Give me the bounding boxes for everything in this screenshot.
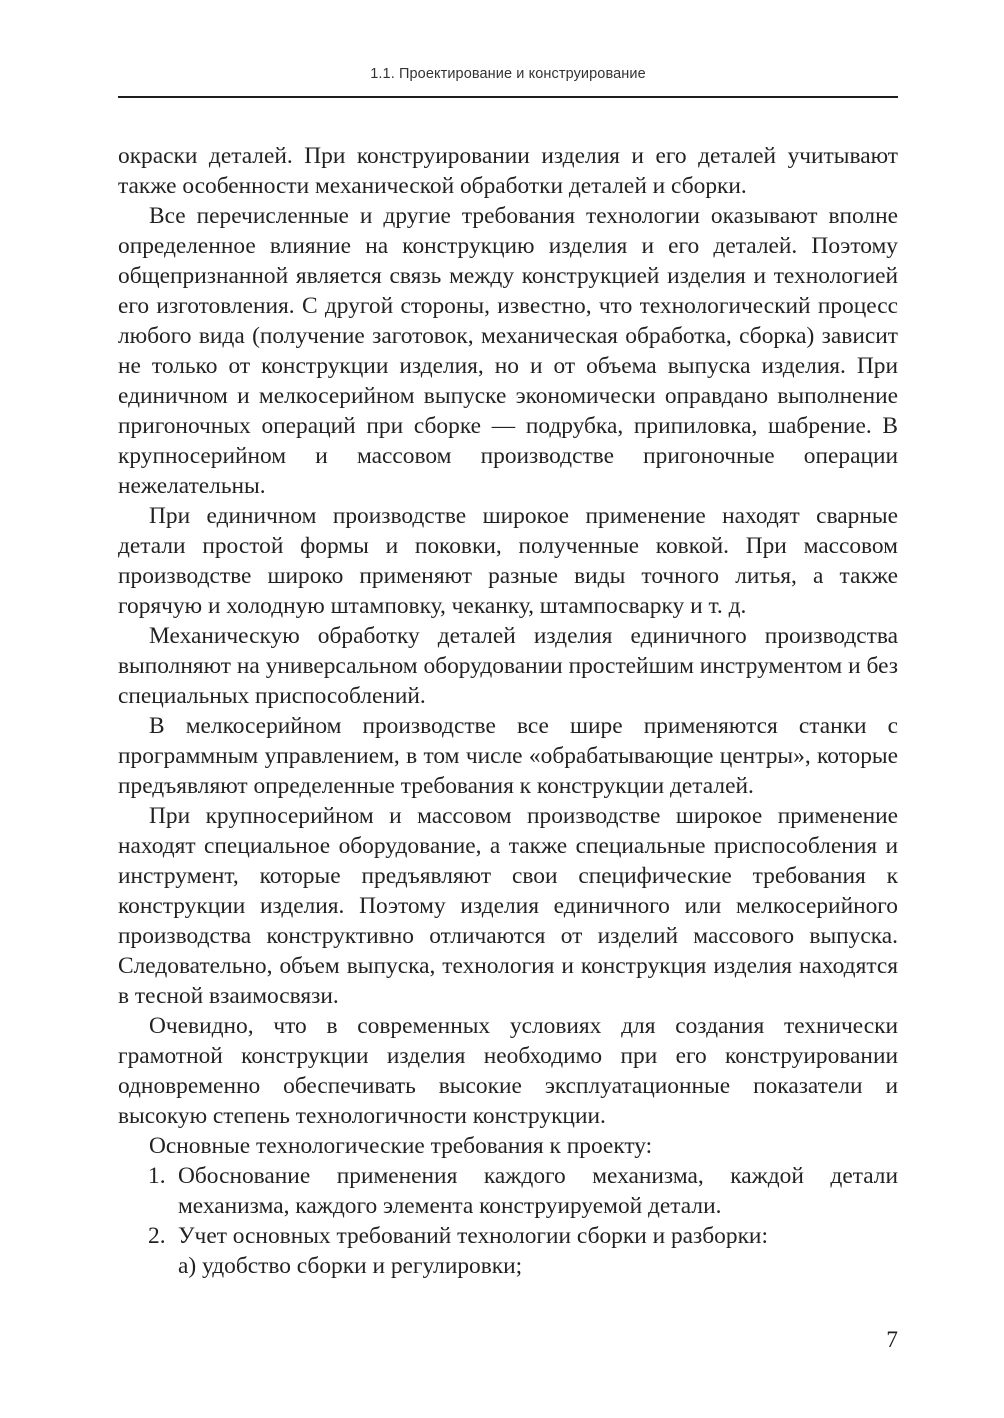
running-header: 1.1. Проектирование и конструирование bbox=[370, 66, 646, 82]
list-intro: Основные технологические требования к проекту: bbox=[149, 1133, 653, 1159]
page-number: 7 bbox=[886, 1327, 898, 1353]
paragraph: Все перечисленные и другие требования технологии оказывают вполне определенное влияние на конструкцию изделия и его деталей. Поэтому общепризнанной является связь между конструкцией изделия и технологией его изготовления. С другой стороны, известно, что технологический процесс любого вида (получение заготовок, механическая обработка, сборка) зависит не только от конструкции изделия, но и от объема выпуска изделия. При единичном и мелкосерийном выпуске экономически оправдано выполнение пригоночных операций при сборке — подрубка, припиловка, шабрение. В крупносерийном и массовом производстве пригоночные операции нежелательны. bbox=[118, 203, 898, 499]
list-item bbox=[118, 1161, 898, 1221]
requirements-list bbox=[118, 1161, 898, 1281]
paragraph: При единичном производстве широкое применение находят сварные детали простой формы и поковки, полученные ковкой. При массовом производстве широко применяют разные виды точного литья, а также горячую и холодную штамповку, чеканку, штампосварку и т. д. bbox=[118, 503, 898, 619]
list-item-text: Обоснование применения каждого механизма, каждой детали механизма, каждого элемента конструируемой детали. bbox=[178, 1163, 898, 1219]
list-item bbox=[118, 1221, 898, 1251]
paragraph: Механическую обработку деталей изделия единичного производства выполняют на универсальном оборудовании простейшим инструментом и без специальных приспособлений. bbox=[118, 623, 898, 709]
header-rule bbox=[118, 96, 898, 98]
paragraph: При крупносерийном и массовом производстве широкое применение находят специальное оборудование, а также специальные приспособления и инструмент, которые предъявляют свои специфические требования к конструкции изделия. Поэтому изделия единичного или мелкосерийного производства конструктивно отличаются от изделий массового выпуска. Следовательно, объем выпуска, технология и конструкция изделия находятся в тесной взаимосвязи. bbox=[118, 803, 898, 1009]
body-text bbox=[118, 141, 898, 1281]
paragraph: В мелкосерийном производстве все шире применяются станки с программным управлением, в том числе «обрабатывающие центры», которые предъявляют определенные требования к конструкции деталей. bbox=[118, 713, 898, 799]
list-item-number: 1. bbox=[148, 1163, 166, 1189]
list-item-number: 2. bbox=[148, 1223, 166, 1249]
list-item-text: Учет основных требований технологии сборки и разборки: bbox=[178, 1223, 768, 1249]
sub-list-item: а) удобство сборки и регулировки; bbox=[178, 1253, 523, 1279]
paragraph: Очевидно, что в современных условиях для создания технически грамотной конструкции изделия необходимо при его конструировании одновременно обеспечивать высокие эксплуатационные показатели и высокую степень технологичности конструкции. bbox=[118, 1013, 898, 1129]
paragraph: окраски деталей. При конструировании изделия и его деталей учитывают также особенности механической обработки деталей и сборки. bbox=[118, 143, 898, 199]
